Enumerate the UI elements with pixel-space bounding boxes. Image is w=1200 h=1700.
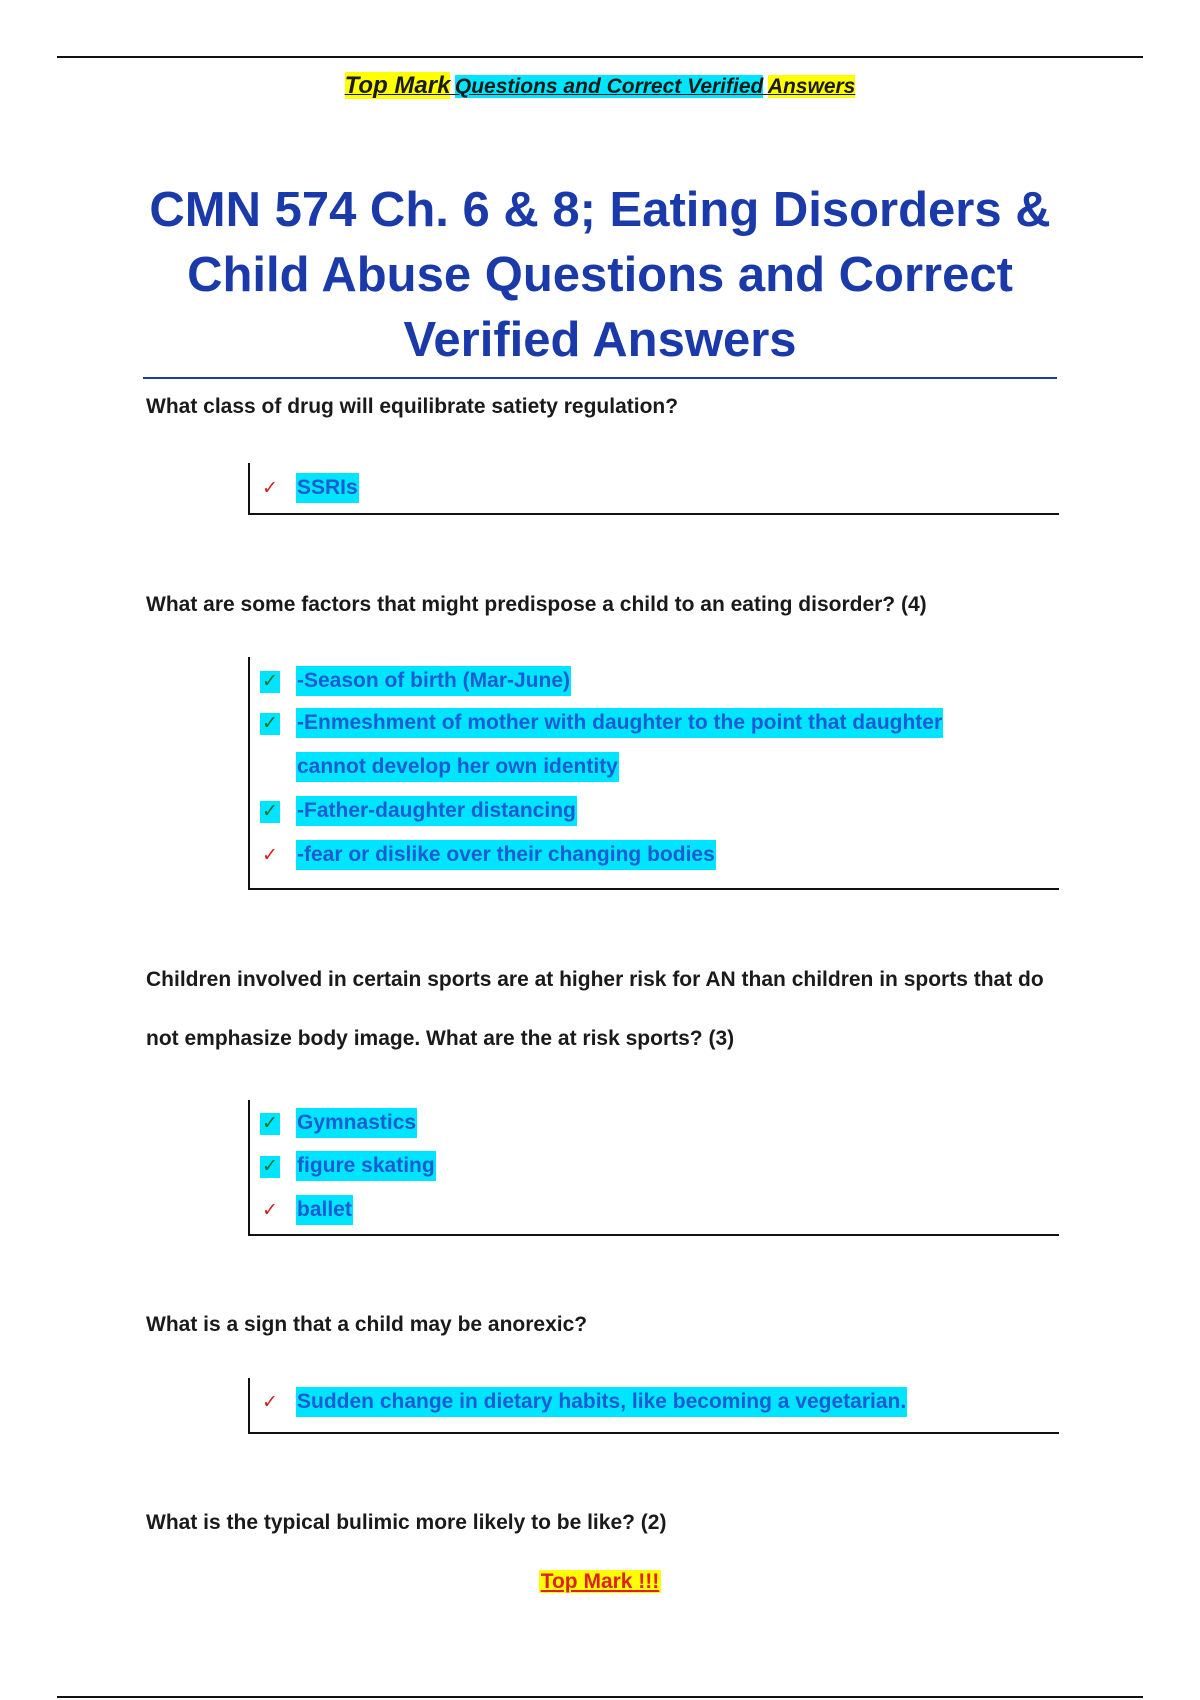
footer-top-mark-text: Top Mark !!! [540,1570,660,1593]
question-1: What class of drug will equilibrate satiety regulation? [146,395,679,418]
answer-item [250,659,1059,703]
answer-item [250,1101,1059,1145]
check-icon: ✓ [262,1200,278,1221]
answer-item [250,833,1059,877]
check-icon: ✓ [260,713,280,735]
check-icon: ✓ [260,801,280,823]
check-icon: ✓ [262,845,278,866]
answer-item [250,466,1059,510]
bottom-rule [57,1696,1143,1698]
answer-item [250,1188,1059,1232]
check-icon: ✓ [260,1113,280,1135]
header-top-mark: Top Mark [344,72,451,99]
footer-top-mark [0,1570,1200,1594]
answer-text: figure skating [296,1151,436,1181]
answer-text: -fear or dislike over their changing bodies [296,840,716,870]
question-3: Children involved in certain sports are at higher risk for AN than children in sports that do not emphasize body image. What are the at risk sports? (3) [146,968,1044,1050]
page-title: CMN 574 Ch. 6 & 8; Eating Disorders & Child Abuse Questions and Correct Verified Answers [149,183,1051,367]
answer-text: -Enmeshment of mother with daughter to the point that daughter [296,708,943,738]
top-rule [57,56,1143,58]
answer-box-4 [248,1378,1059,1434]
check-icon: ✓ [260,671,280,693]
header-subtitle-cyan: Questions and Correct Verified [454,75,764,98]
question-2: What are some factors that might predispose a child to an eating disorder? (4) [146,593,927,616]
answer-item [250,789,1059,833]
answer-box-3 [248,1100,1059,1236]
answer-text: cannot develop her own identity [296,752,619,782]
answer-text: -Father-daughter distancing [296,796,577,826]
answer-text: Sudden change in dietary habits, like becoming a vegetarian. [296,1387,907,1417]
question-4: What is a sign that a child may be anorexic? [146,1313,588,1336]
check-icon: ✓ [262,1392,278,1413]
document-header [0,72,1200,100]
answer-item [250,1380,1059,1424]
header-subtitle-yellow: Answers [767,75,856,98]
answer-text: -Season of birth (Mar-June) [296,666,571,696]
answer-box-1 [248,463,1059,515]
answer-item-continuation [250,745,1059,789]
answer-box-2 [248,657,1059,890]
answer-item [250,1144,1059,1188]
answer-text: SSRIs [296,473,359,503]
check-icon: ✓ [262,478,278,499]
question-5: What is the typical bulimic more likely to be like? (2) [146,1511,667,1534]
check-icon: ✓ [260,1156,280,1178]
answer-text: Gymnastics [296,1108,417,1138]
answer-text: ballet [296,1195,353,1225]
answer-item [250,701,1059,745]
